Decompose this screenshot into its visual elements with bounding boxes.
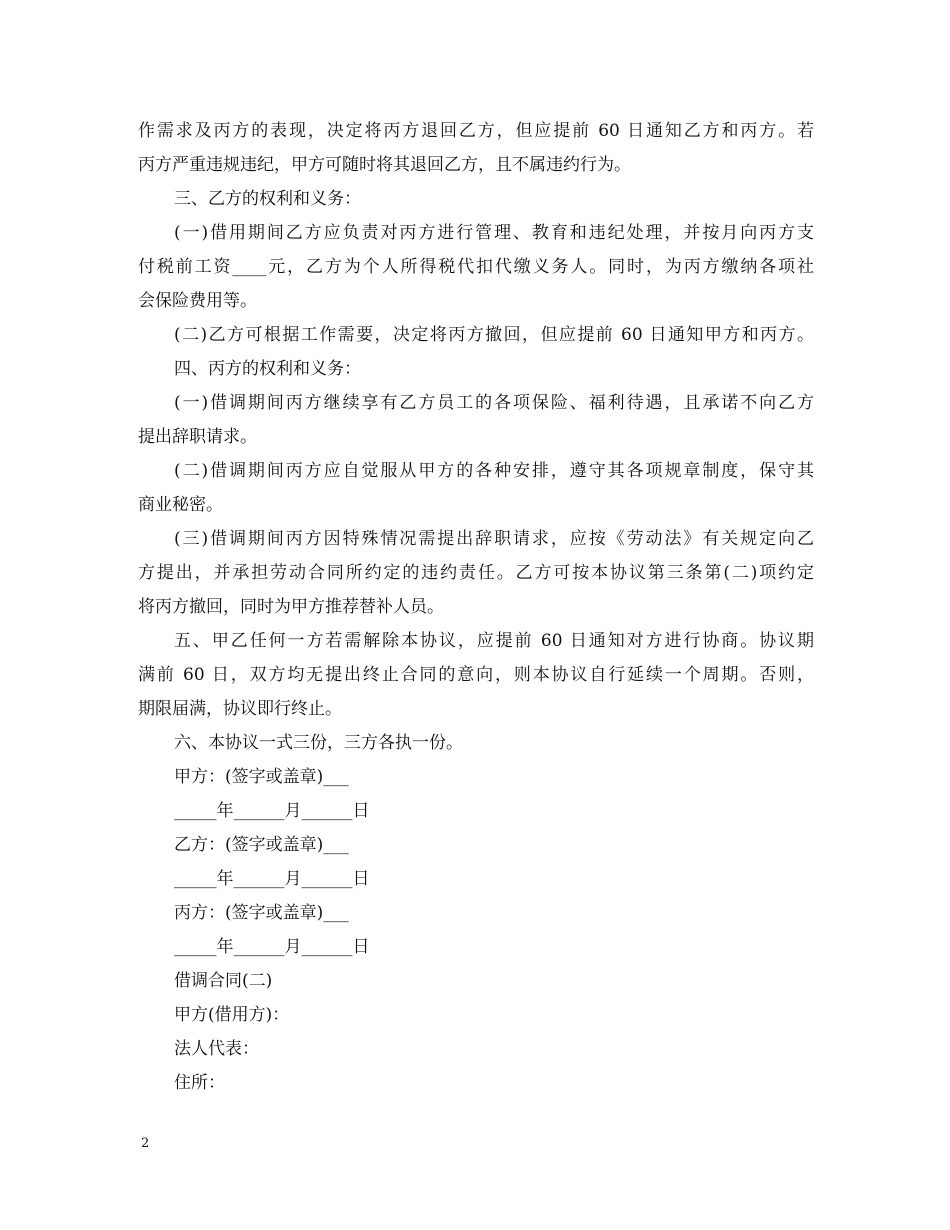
- text-line: 丙方：(签字或盖章)___: [174, 903, 349, 923]
- text-line: 满前 60 日，双方均无提出终止合同的意向，则本协议自行延续一个周期。否则，: [138, 665, 814, 685]
- text-line: (二)借调期间丙方应自觉服从甲方的各种安排，遵守其各项规章制度，保守其: [174, 461, 814, 481]
- text-line: _____年______月______日: [174, 869, 370, 889]
- text-line: 乙方：(签字或盖章)___: [174, 835, 349, 855]
- page-number: 2: [141, 1136, 150, 1151]
- text-line: 期限届满，协议即行终止。: [138, 699, 342, 719]
- text-line: 法人代表：: [174, 1039, 259, 1059]
- text-line: 方提出，并承担劳动合同所约定的违约责任。乙方可按本协议第三条第(二)项约定: [138, 563, 814, 583]
- text-line: 作需求及丙方的表现，决定将丙方退回乙方，但应提前 60 日通知乙方和丙方。若: [138, 121, 814, 141]
- text-line: (一)借用期间乙方应负责对丙方进行管理、教育和违纪处理，并按月向丙方支: [174, 223, 814, 243]
- text-line: (一)借调期间丙方继续享有乙方员工的各项保险、福利待遇，且承诺不向乙方: [174, 393, 814, 413]
- text-line: 借调合同(二): [174, 971, 273, 991]
- text-line: 将丙方撤回，同时为甲方推荐替补人员。: [138, 597, 444, 617]
- document-body: [138, 114, 814, 1100]
- text-line: _____年______月______日: [174, 937, 370, 957]
- text-line: 三、乙方的权利和义务：: [174, 189, 361, 209]
- text-line: 甲方：(签字或盖章)___: [174, 767, 349, 787]
- text-line: 六、本协议一式三份，三方各执一份。: [174, 733, 463, 753]
- text-line: 四、丙方的权利和义务：: [174, 359, 361, 379]
- text-line: 住所：: [174, 1073, 225, 1093]
- text-line: 提出辞职请求。: [138, 427, 257, 447]
- text-line: 会保险费用等。: [138, 291, 257, 311]
- text-line: 商业秘密。: [138, 495, 223, 515]
- text-line: 付税前工资____元，乙方为个人所得税代扣代缴义务人。同时，为丙方缴纳各项社: [138, 257, 814, 277]
- text-line: _____年______月______日: [174, 801, 370, 821]
- text-line: (二)乙方可根据工作需要，决定将丙方撤回，但应提前 60 日通知甲方和丙方。: [174, 325, 814, 345]
- text-line: (三)借调期间丙方因特殊情况需提出辞职请求，应按《劳动法》有关规定向乙: [174, 529, 814, 549]
- text-line: 甲方(借用方)：: [174, 1005, 290, 1025]
- text-line: 五、甲乙任何一方若需解除本协议，应提前 60 日通知对方进行协商。协议期: [174, 631, 814, 651]
- text-line: 丙方严重违规违纪，甲方可随时将其退回乙方，且不属违约行为。: [138, 155, 631, 175]
